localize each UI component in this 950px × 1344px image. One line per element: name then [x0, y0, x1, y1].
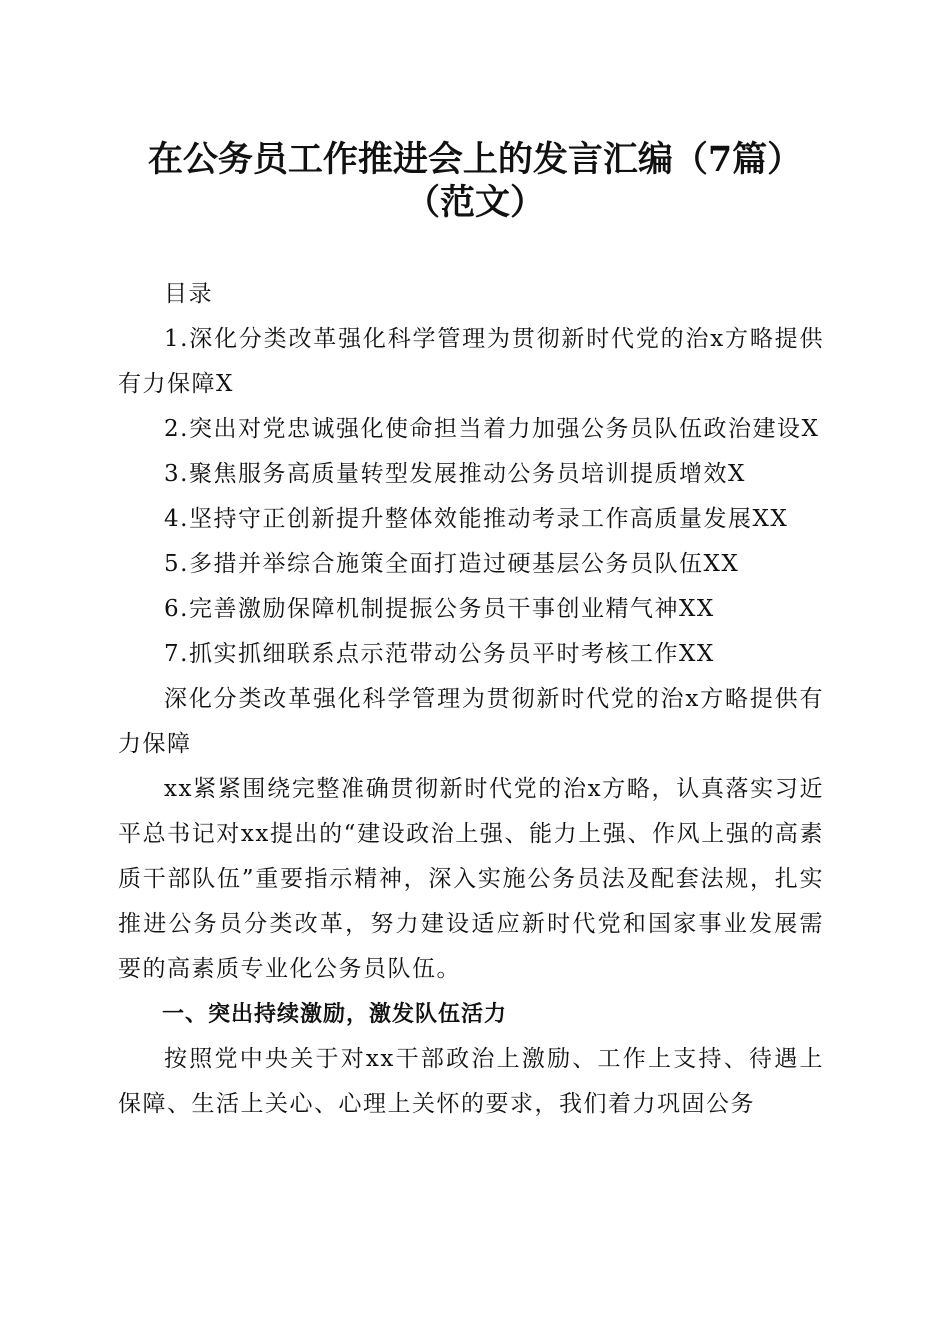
- toc-label: 目录: [164, 281, 213, 307]
- document-subtitle: （范文）: [404, 182, 545, 223]
- toc-item: 5.多措并举综合施策全面打造过硬基层公务员队伍XX: [164, 551, 740, 577]
- toc-item: 4.坚持守正创新提升整体效能推动考录工作高质量发展XX: [164, 506, 789, 532]
- section-title: 深化分类改革强化科学管理为贯彻新时代党的治x方略提供有力保障: [118, 686, 824, 757]
- toc-item: 3.聚焦服务高质量转型发展推动公务员培训提质增效X: [164, 461, 746, 487]
- toc-item: 7.抓实抓细联系点示范带动公务员平时考核工作XX: [164, 641, 715, 667]
- toc-item: 2.突出对党忠诚强化使命担当着力加强公务员队伍政治建设X: [164, 416, 820, 442]
- toc-item: 6.完善激励保障机制提振公务员干事创业精气神XX: [164, 596, 715, 622]
- intro-paragraph: xx紧紧围绕完整准确贯彻新时代党的治x方略，认真落实习近平总书记对xx提出的“建设政治上强、能力上强、作风上强的高素质干部队伍”重要指示精神，深入实施公务员法及配套法规，扎实推进公务员分类改革，努力建设适应新时代党和国家事业发展需要的高素质专业化公务员队伍。: [118, 776, 824, 982]
- body-paragraph: 按照党中央关于对xx干部政治上激励、工作上支持、待遇上保障、生活上关心、心理上关怀的要求，我们着力巩固公务: [118, 1046, 824, 1117]
- section-heading: 一、突出持续激励，激发队伍活力: [162, 1002, 508, 1027]
- toc-item: 1.深化分类改革强化科学管理为贯彻新时代党的治x方略提供有力保障X: [118, 326, 824, 397]
- document-title: 在公务员工作推进会上的发言汇编（7篇）: [147, 139, 803, 180]
- document-body: [118, 272, 824, 1127]
